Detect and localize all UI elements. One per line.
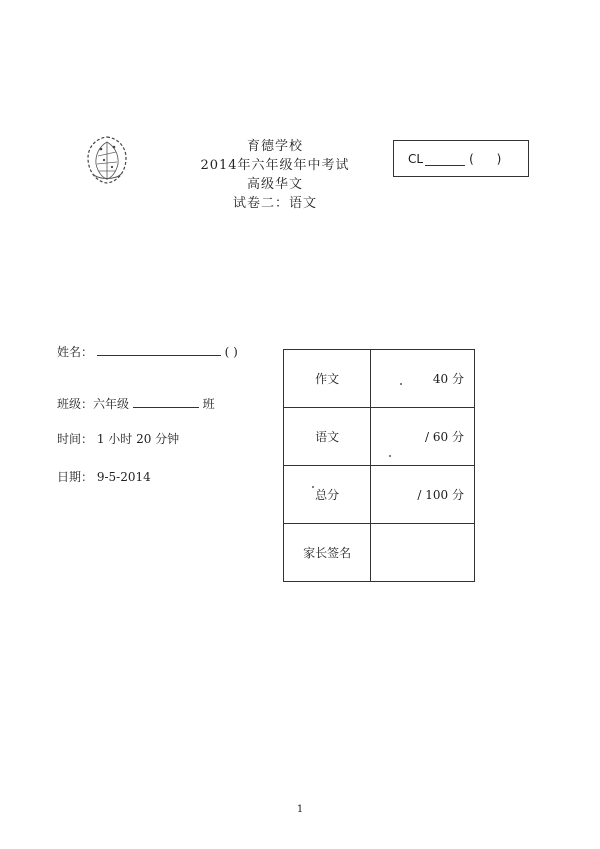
- name-row: [57, 343, 238, 360]
- subject-cell: 作文: [284, 350, 371, 408]
- school-logo: [84, 134, 130, 186]
- page-number: 1: [296, 804, 304, 815]
- subject-cell: 总分: [284, 466, 371, 524]
- mark-cell: 40 分: [371, 350, 475, 408]
- subject-cell: 家长签名: [284, 524, 371, 582]
- subject-title: 高级华文: [246, 177, 303, 192]
- class-code-label: CL: [408, 152, 424, 166]
- score-table: [283, 349, 475, 582]
- name-label: 姓名：: [57, 345, 94, 359]
- class-label: 班级：六年级: [57, 397, 130, 411]
- name-paren: ( ): [224, 345, 238, 359]
- table-row: [284, 408, 475, 466]
- scan-speck: [400, 383, 402, 385]
- name-field[interactable]: [97, 344, 221, 356]
- scan-speck: [389, 455, 391, 457]
- school-name: 育德学校: [246, 139, 303, 154]
- scan-speck: [312, 486, 314, 488]
- mark-cell: / 60 分: [371, 408, 475, 466]
- time-row: 时间： 1 小时 20 分钟: [57, 432, 180, 446]
- class-row: [57, 395, 215, 412]
- table-row: [284, 466, 475, 524]
- subject-cell: 语文: [284, 408, 371, 466]
- class-code-paren: ( ): [469, 152, 502, 166]
- exam-header: [180, 137, 370, 213]
- table-row: [284, 350, 475, 408]
- class-suffix: 班: [202, 397, 215, 411]
- class-code-blank[interactable]: [425, 153, 465, 166]
- exam-title: 2014年六年级年中考试: [200, 158, 350, 173]
- mark-cell: / 100 分: [371, 466, 475, 524]
- class-field[interactable]: [133, 396, 199, 408]
- table-row: [284, 524, 475, 582]
- date-row: 日期： 9-5-2014: [57, 470, 151, 484]
- class-code-box: [393, 140, 529, 177]
- signature-cell[interactable]: [371, 524, 475, 582]
- paper-title: 试卷二：语文: [232, 196, 317, 211]
